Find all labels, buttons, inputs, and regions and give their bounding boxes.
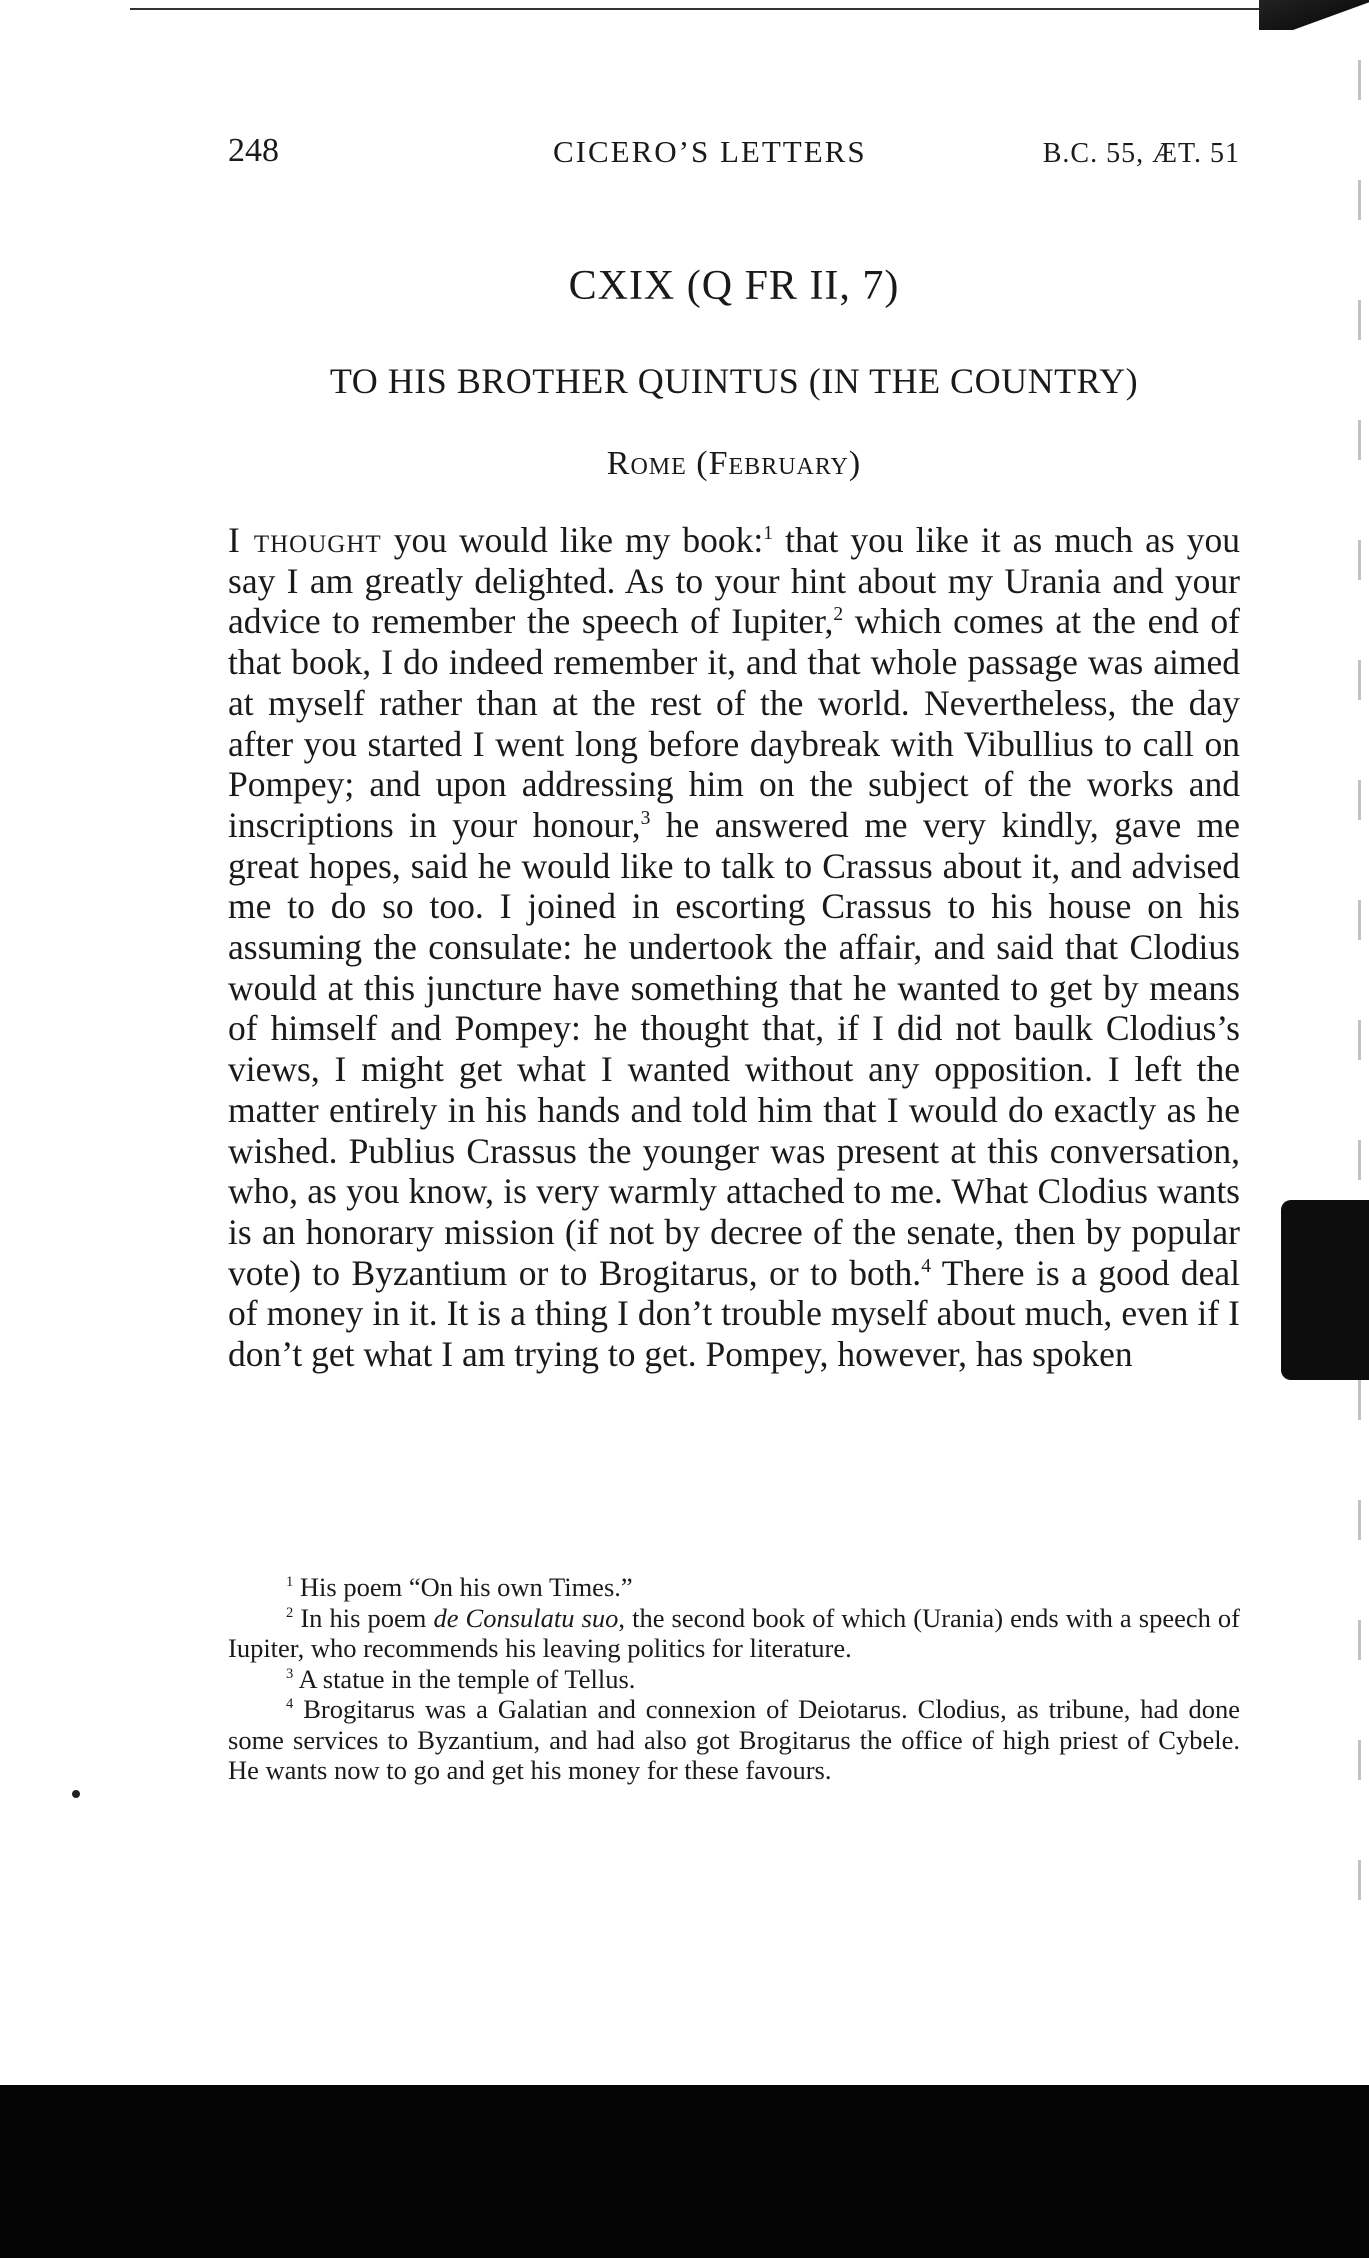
book-title: CICERO’S LETTERS (553, 134, 867, 169)
footnote-1 (228, 1572, 1240, 1603)
letter-number: CXIX (Q FR II, 7) (568, 263, 900, 309)
footnote-marker: 3 (286, 1665, 294, 1682)
body-segment-4: he answered me very kindly, gave me great hopes, said he would like to talk to Crassus about it, and advised me to do so too. I joined in escorting Crassus to his house on his assuming the consulate: he undertook the affair, and said that Clodius would at this juncture have something that he wanted to get by means of himself and Pompey: he thought that, if I did not baulk Clodius’s views, I might get what I wanted without any opposition. I left the matter entirely in his hands and told him that I would do exactly as he wished. Publius Crassus the younger was present at this conversation, who, as you know, is very warmly attached to me. What Clodius wants is an honorary mission (if not by decree of the senate, then by popular vote) to Byzantium or to Brogitarus, or to both. (228, 804, 1240, 1293)
body-segment-2: that you like it as much as you say I am greatly delighted. As to your hint about my Urania and your advice to remember the speech of Iupiter, (228, 520, 1240, 642)
footnote-ref-4: 4 (921, 1255, 931, 1277)
scan-corner-shadow (1259, 0, 1369, 30)
footnote-italic-title: de Consulatu suo (433, 1602, 619, 1633)
scan-edge-marks (1358, 60, 1361, 1960)
lead-words: I thought (228, 520, 382, 560)
footnote-marker: 1 (286, 1574, 294, 1591)
running-head (228, 132, 1240, 182)
footnote-marker: 4 (286, 1696, 294, 1713)
footnote-text: Brogitarus was a Galatian and connexion of Deiotarus. Clodius, as tribune, had done some services to Byzantium, and had also got Brogitarus the office of high priest of Cybele. He wants now to go and get his money for these favours. (228, 1694, 1241, 1785)
letter-heading: TO HIS BROTHER QUINTUS (IN THE COUNTRY) (329, 361, 1139, 401)
letter-body (228, 520, 1240, 1375)
body-segment-1: you would like my book: (381, 520, 764, 560)
footnote-text: His poem “On his own Times.” (299, 1572, 633, 1602)
page-number: 248 (228, 132, 279, 169)
footnotes (228, 1572, 1240, 1786)
body-segment-3: which comes at the end of that book, I do indeed remember it, and that whole passage was aimed at myself rather than at the rest of the world. Nevertheless, the day after you started I went long before daybreak with Vibullius to call on Pompey; and upon addressing him on the subject of the works and inscriptions in your honour, (228, 601, 1240, 845)
body-segment-5: There is a good deal of money in it. It is a thing I don’t trouble myself about much, even if I don’t get what I am trying to get. Pompey, however, has spoken (228, 1252, 1240, 1375)
place-date: Rome (February) (606, 445, 862, 482)
scan-edge-tab (1281, 1200, 1369, 1380)
footnote-text-after: , the second book of which (Urania) ends with a speech of Iupiter, who recommends his leaving politics for literature. (228, 1602, 1241, 1663)
footnote-text-before: In his poem (300, 1602, 434, 1633)
footnote-marker: 2 (286, 1604, 294, 1621)
footnote-ref-3: 3 (640, 808, 651, 830)
footnote-4 (228, 1694, 1240, 1786)
footnote-ref-1: 1 (763, 523, 774, 545)
footnote-text: A statue in the temple of Tellus. (298, 1663, 636, 1694)
footnote-ref-2: 2 (833, 604, 844, 626)
footnote-2 (228, 1603, 1240, 1664)
date-reference: B.C. 55, ÆT. 51 (1042, 138, 1240, 169)
scan-speck (72, 1790, 80, 1798)
footnote-3 (228, 1664, 1240, 1695)
top-rule (130, 8, 1280, 10)
scan-bottom-band (0, 2085, 1369, 2258)
